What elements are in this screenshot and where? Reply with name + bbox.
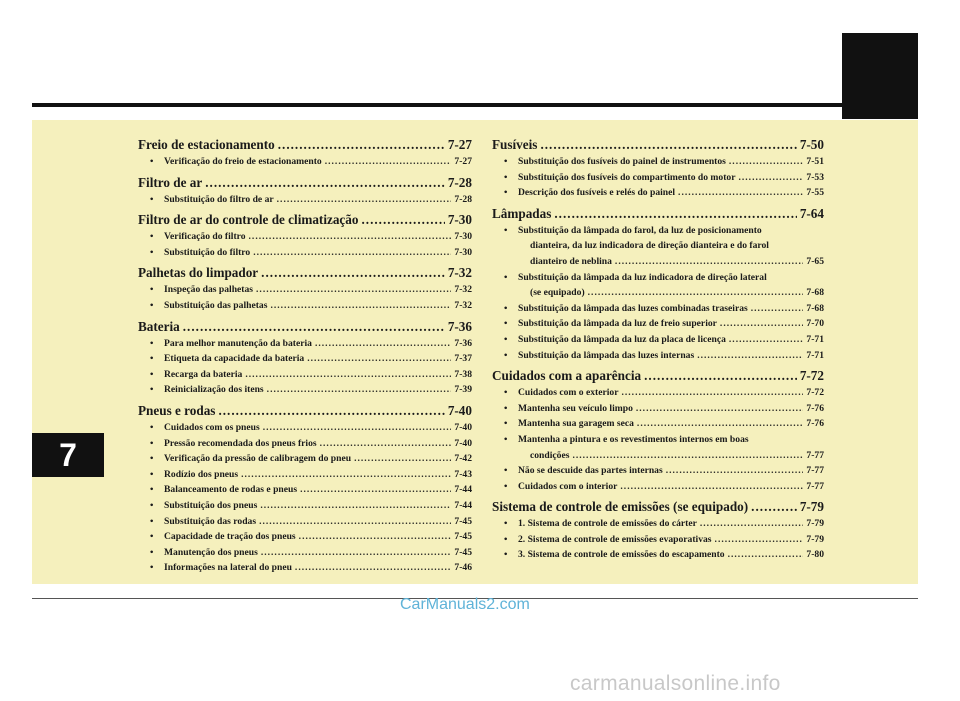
subentry-page-number: 7-72 — [806, 387, 824, 399]
bullet-icon: • — [504, 271, 508, 283]
dot-leader — [299, 529, 452, 545]
subentry-last-line — [492, 254, 824, 270]
bullet-icon: • — [504, 480, 508, 492]
section-gap — [138, 398, 472, 400]
dot-leader — [245, 367, 451, 383]
dot-leader — [361, 211, 444, 229]
bullet-icon: • — [150, 515, 154, 527]
top-rule — [32, 103, 918, 107]
subentry-last-line — [492, 448, 824, 464]
bullet-icon: • — [150, 484, 154, 496]
bullet-icon: • — [150, 156, 154, 167]
toc-subentry[interactable] — [138, 298, 472, 314]
dot-leader — [307, 351, 451, 367]
toc-subentry[interactable] — [492, 401, 824, 417]
bullet-icon: • — [150, 353, 154, 365]
subentry-page-number: 7-30 — [454, 231, 472, 243]
subentry-line — [492, 270, 824, 286]
section-title: Freio de estacionamento — [138, 137, 275, 152]
dot-leader — [540, 136, 796, 154]
subentry-title: Não se descuide das partes internas — [518, 465, 663, 477]
subentry-title: Substituição da lâmpada da luz da placa de licença — [518, 333, 726, 345]
dot-leader — [644, 367, 797, 385]
subentry-page-number: 7-45 — [454, 515, 472, 527]
bullet-icon: • — [504, 549, 508, 561]
section-title: Filtro de ar — [138, 174, 203, 190]
subentry-title: Manutenção dos pneus — [164, 546, 258, 558]
section-gap — [138, 170, 472, 172]
bullet-icon: • — [150, 499, 154, 511]
subentry-page-number: 7-77 — [806, 465, 824, 477]
subentry-page-number: 7-40 — [454, 437, 472, 449]
subentry-page-number: 7-51 — [806, 156, 824, 167]
section-page-number: 7-36 — [447, 318, 472, 334]
subentry-page-number: 7-40 — [454, 421, 472, 433]
subentry-page-number: 7-32 — [454, 284, 472, 296]
dot-leader — [256, 282, 451, 298]
subentry-title: 3. Sistema de controle de emissões do escapamento — [518, 549, 725, 561]
toc-left-column — [138, 134, 472, 578]
dot-leader — [354, 451, 451, 467]
section-page-number: 7-27 — [447, 137, 472, 152]
dot-leader — [295, 560, 451, 576]
subentry-title: Capacidade de tração dos pneus — [164, 531, 296, 543]
subentry-title: 1. Sistema de controle de emissões do cárter — [518, 518, 697, 530]
toc-subentry[interactable] — [492, 547, 824, 563]
toc-subentry[interactable] — [492, 516, 824, 532]
section-page-number: 7-40 — [447, 402, 472, 418]
toc-subentry[interactable] — [492, 385, 824, 401]
section-gap — [138, 576, 472, 578]
toc-section-entry[interactable] — [492, 136, 824, 154]
toc-subentry[interactable] — [492, 532, 824, 548]
subentry-page-number: 7-68 — [806, 302, 824, 314]
dot-leader — [300, 482, 451, 498]
section-gap — [138, 314, 472, 316]
bullet-icon: • — [150, 384, 154, 396]
dot-leader — [588, 285, 804, 301]
dot-leader — [720, 316, 803, 332]
bullet-icon: • — [504, 302, 508, 314]
toc-subentry[interactable] — [492, 185, 824, 201]
subentry-page-number: 7-30 — [454, 246, 472, 258]
dot-leader — [320, 436, 452, 452]
toc-subentry[interactable] — [492, 416, 824, 432]
toc-right-column — [492, 134, 824, 565]
toc-subentry[interactable] — [138, 336, 472, 352]
dot-leader — [315, 336, 451, 352]
toc-subentry[interactable] — [138, 229, 472, 245]
subentry-page-number: 7-53 — [806, 171, 824, 183]
dot-leader — [738, 170, 803, 186]
subentry-page-number: 7-77 — [806, 449, 824, 461]
subentry-title: Cuidados com os pneus — [164, 421, 260, 433]
subentry-title: Cuidados com o exterior — [518, 387, 619, 399]
toc-subentry[interactable] — [492, 301, 824, 317]
dot-leader — [615, 254, 803, 270]
toc-subentry[interactable] — [138, 451, 472, 467]
toc-subentry[interactable] — [492, 316, 824, 332]
dot-leader — [278, 136, 445, 154]
watermark-link[interactable]: CarManuals2.com — [400, 596, 530, 613]
subentry-page-number: 7-44 — [454, 499, 472, 511]
subentry-title: Substituição da lâmpada da luz de freio superior — [518, 318, 717, 330]
toc-subentry[interactable] — [138, 367, 472, 383]
toc-section-entry[interactable] — [138, 136, 472, 154]
subentry-page-number: 7-28 — [454, 193, 472, 205]
dot-leader — [253, 245, 451, 261]
subentry-title: Pressão recomendada dos pneus frios — [164, 437, 317, 449]
section-title: Lâmpadas — [492, 205, 552, 221]
dot-leader — [729, 332, 804, 348]
subentry-page-number: 7-42 — [454, 453, 472, 465]
toc-subentry[interactable] — [138, 245, 472, 261]
dot-leader — [267, 382, 452, 398]
bullet-icon: • — [504, 465, 508, 477]
section-page-number: 7-72 — [799, 368, 824, 384]
dot-leader — [263, 420, 452, 436]
section-gap — [138, 260, 472, 262]
subentry-title: 2. Sistema de controle de emissões evaporativas — [518, 533, 712, 545]
subentry-title: Mantenha seu veículo limpo — [518, 402, 633, 414]
bullet-icon: • — [504, 418, 508, 430]
toc-subentry[interactable] — [492, 223, 824, 270]
subentry-page-number: 7-43 — [454, 468, 472, 480]
toc-subentry[interactable] — [138, 351, 472, 367]
bullet-icon: • — [504, 402, 508, 414]
dot-leader — [261, 545, 452, 561]
subentry-title: Substituição do filtro — [164, 246, 251, 258]
subentry-title: Para melhor manutenção da bateria — [164, 337, 312, 349]
subentry-page-number: 7-76 — [806, 418, 824, 430]
toc-subentry[interactable] — [492, 463, 824, 479]
dot-leader — [241, 467, 451, 483]
bullet-icon: • — [150, 299, 154, 311]
subentry-continuation: (se equipado) — [530, 287, 585, 299]
subentry-page-number: 7-32 — [454, 299, 472, 311]
subentry-line — [492, 432, 824, 448]
dot-leader — [205, 174, 445, 192]
dot-leader — [270, 298, 451, 314]
subentry-title: Substituição dos fusíveis do painel de instrumentos — [518, 156, 726, 167]
dot-leader — [183, 318, 445, 336]
subentry-title: Substituição da lâmpada das luzes combinadas traseiras — [518, 302, 748, 314]
section-gap — [492, 201, 824, 203]
section-page-number: 7-30 — [447, 212, 472, 228]
subentry-page-number: 7-39 — [454, 384, 472, 396]
subentry-page-number: 7-45 — [454, 546, 472, 558]
bullet-icon: • — [504, 156, 508, 167]
dot-leader — [700, 516, 804, 532]
section-title: Cuidados com a aparência — [492, 368, 642, 384]
section-page-number: 7-32 — [447, 265, 472, 281]
bullet-icon: • — [504, 433, 508, 445]
subentry-page-number: 7-79 — [806, 533, 824, 545]
chapter-tab: 7 — [32, 433, 104, 477]
bullet-icon: • — [504, 387, 508, 399]
subentry-page-number: 7-38 — [454, 368, 472, 380]
bullet-icon: • — [150, 546, 154, 558]
subentry-title: Informações na lateral do pneu — [164, 562, 292, 574]
dot-leader — [260, 498, 451, 514]
bullet-icon: • — [504, 224, 508, 236]
bullet-icon: • — [150, 562, 154, 574]
subentry-title: Verificação do filtro — [164, 231, 246, 243]
dot-leader — [325, 154, 452, 170]
subentry-title: Mantenha a pintura e os revestimentos internos em boas — [518, 433, 749, 445]
dot-leader — [697, 348, 803, 364]
toc-subentry[interactable] — [138, 382, 472, 398]
dot-leader — [621, 385, 803, 401]
subentry-page-number: 7-79 — [806, 518, 824, 530]
subentry-continuation: condições — [530, 449, 570, 461]
subentry-last-line — [492, 285, 824, 301]
subentry-page-number: 7-55 — [806, 187, 824, 199]
subentry-title: Recarga da bateria — [164, 368, 243, 380]
subentry-title: Substituição dos pneus — [164, 499, 258, 511]
toc-subentry[interactable] — [138, 420, 472, 436]
section-gap — [492, 363, 824, 365]
subentry-title: Verificação da pressão de calibragem do pneu — [164, 453, 352, 465]
toc-subentry[interactable] — [492, 432, 824, 463]
section-page-number: 7-79 — [799, 499, 824, 515]
section-title: Palhetas do limpador — [138, 265, 259, 281]
toc-subentry[interactable] — [492, 154, 824, 170]
subentry-title: Inspeção das palhetas — [164, 284, 254, 296]
subentry-line — [492, 223, 824, 239]
footer-mark: carmanualsonline.info — [570, 672, 781, 695]
bullet-icon: • — [150, 437, 154, 449]
dot-leader — [261, 264, 445, 282]
section-title: Pneus e rodas — [138, 402, 216, 418]
bullet-icon: • — [150, 453, 154, 465]
section-title: Fusíveis — [492, 137, 538, 152]
dot-leader — [637, 416, 803, 432]
section-title: Filtro de ar do controle de climatização — [138, 212, 359, 228]
subentry-title: Verificação do freio de estacionamento — [164, 156, 322, 167]
section-page-number: 7-50 — [799, 137, 824, 152]
subentry-title: Etiqueta da capacidade da bateria — [164, 353, 305, 365]
toc-subentry[interactable] — [138, 498, 472, 514]
toc-subentry[interactable] — [138, 436, 472, 452]
toc-section-entry[interactable] — [138, 211, 472, 229]
dot-leader — [259, 514, 451, 530]
dot-leader — [218, 402, 444, 420]
toc-subentry[interactable] — [492, 170, 824, 186]
toc-subentry[interactable] — [138, 467, 472, 483]
toc-subentry[interactable] — [138, 529, 472, 545]
bullet-icon: • — [150, 231, 154, 243]
dot-leader — [620, 479, 803, 495]
subentry-page-number: 7-68 — [806, 287, 824, 299]
bullet-icon: • — [504, 533, 508, 545]
toc-subentry[interactable] — [492, 270, 824, 301]
bullet-icon: • — [504, 318, 508, 330]
subentry-title: Substituição do filtro de ar — [164, 193, 274, 205]
toc-section-entry[interactable] — [492, 205, 824, 223]
toc-subentry[interactable] — [138, 514, 472, 530]
toc-section-entry[interactable] — [138, 174, 472, 192]
toc-subentry[interactable] — [492, 348, 824, 364]
bullet-icon: • — [150, 531, 154, 543]
bullet-icon: • — [504, 518, 508, 530]
dot-leader — [666, 463, 804, 479]
subentry-title: Substituição dos fusíveis do compartimento do motor — [518, 171, 736, 183]
dot-leader — [751, 301, 804, 317]
subentry-title: Substituição das palhetas — [164, 299, 268, 311]
subentry-page-number: 7-80 — [806, 549, 824, 561]
bullet-icon: • — [150, 468, 154, 480]
subentry-page-number: 7-37 — [454, 353, 472, 365]
subentry-title: Rodízio dos pneus — [164, 468, 239, 480]
subentry-title: Substituição da lâmpada das luzes internas — [518, 349, 695, 361]
toc-section-entry[interactable] — [138, 318, 472, 336]
subentry-page-number: 7-44 — [454, 484, 472, 496]
subentry-title: Mantenha sua garagem seca — [518, 418, 634, 430]
subentry-title: Reinicialização dos itens — [164, 384, 264, 396]
dot-leader — [277, 192, 452, 208]
bullet-icon: • — [150, 193, 154, 205]
section-page-number: 7-28 — [447, 174, 472, 190]
toc-section-entry[interactable] — [138, 402, 472, 420]
subentry-page-number: 7-71 — [806, 333, 824, 345]
bullet-icon: • — [504, 349, 508, 361]
subentry-title: Cuidados com o interior — [518, 480, 618, 492]
dot-leader — [554, 205, 796, 223]
bullet-icon: • — [504, 187, 508, 199]
subentry-title: Substituição da lâmpada da luz indicadora de direção lateral — [518, 271, 767, 283]
section-gap — [138, 207, 472, 209]
section-title: Bateria — [138, 318, 180, 334]
toc-section-entry[interactable] — [492, 498, 824, 516]
toc-subentry[interactable] — [138, 282, 472, 298]
bullet-icon: • — [150, 368, 154, 380]
toc-subentry[interactable] — [492, 479, 824, 495]
dot-leader — [751, 498, 797, 516]
subentry-page-number: 7-45 — [454, 531, 472, 543]
subentry-page-number: 7-27 — [454, 156, 472, 167]
bullet-icon: • — [150, 421, 154, 433]
section-page-number: 7-64 — [799, 205, 824, 221]
subentry-continuation: dianteiro de neblina — [530, 255, 612, 267]
subentry-title: Substituição das rodas — [164, 515, 257, 527]
subentry-page-number: 7-77 — [806, 480, 824, 492]
dot-leader — [572, 448, 803, 464]
subentry-page-number: 7-70 — [806, 318, 824, 330]
toc-subentry[interactable] — [492, 332, 824, 348]
dot-leader — [678, 185, 803, 201]
subentry-page-number: 7-65 — [806, 255, 824, 267]
subentry-continuation: dianteira, da luz indicadora de direção dianteira e do farol — [530, 240, 769, 252]
toc-section-entry[interactable] — [492, 367, 824, 385]
bullet-icon: • — [504, 333, 508, 345]
section-title: Sistema de controle de emissões (se equipado) — [492, 499, 749, 515]
dot-leader — [728, 547, 804, 563]
subentry-title: Substituição da lâmpada do farol, da luz de posicionamento — [518, 224, 762, 236]
subentry-title: Descrição dos fusíveis e relés do painel — [518, 187, 676, 199]
bullet-icon: • — [504, 171, 508, 183]
toc-subentry[interactable] — [138, 560, 472, 576]
toc-section-entry[interactable] — [138, 264, 472, 282]
bullet-icon: • — [150, 337, 154, 349]
section-gap — [492, 494, 824, 496]
toc-subentry[interactable] — [138, 545, 472, 561]
bullet-icon: • — [150, 246, 154, 258]
dot-leader — [715, 532, 804, 548]
toc-subentry[interactable] — [138, 482, 472, 498]
bullet-icon: • — [150, 284, 154, 296]
section-gap — [492, 563, 824, 565]
toc-subentry[interactable] — [138, 154, 472, 170]
dot-leader — [249, 229, 452, 245]
subentry-title: Balanceamento de rodas e pneus — [164, 484, 298, 496]
toc-subentry[interactable] — [138, 192, 472, 208]
subentry-page-number: 7-76 — [806, 402, 824, 414]
subentry-page-number: 7-36 — [454, 337, 472, 349]
dot-leader — [729, 154, 804, 170]
subentry-page-number: 7-46 — [454, 562, 472, 574]
dot-leader — [636, 401, 804, 417]
subentry-page-number: 7-71 — [806, 349, 824, 361]
